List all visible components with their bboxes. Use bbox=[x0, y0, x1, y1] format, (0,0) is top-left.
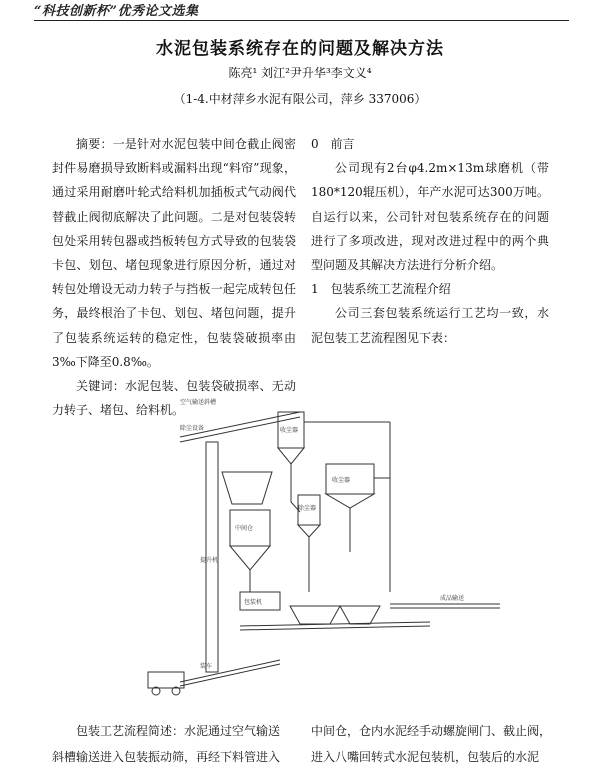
label-collector-1: 收尘器 bbox=[280, 427, 299, 434]
label-loading: 装车 bbox=[200, 663, 213, 670]
conveyor-1 bbox=[240, 622, 430, 626]
paper-title: 水泥包装系统存在的问题及解决方法 bbox=[156, 39, 444, 59]
abstract-text: 一是针对水泥包装中间仓截止阀密封件易磨损导致断料或漏料出现“料帘”现象，通过采用耐磨叶轮式给料机加插板式气动阀代替截止阀彻底解决了此问题。二是对包装袋转包处采用转包器或挡板转包方式导致的包装袋卡包、划包、堵包现象进行原因分析，通过对转包处增设无动力转子与挡板一起完成转包任务，最终根治了卡包、划包、堵包问题，提升了包装系统运转的稳定性，包装袋破损率由3‰下降至0.8‰。 bbox=[52, 137, 296, 369]
abstract bbox=[52, 132, 296, 374]
loading-conveyor bbox=[180, 660, 280, 682]
journal-name: “科技创新杯”优秀论文选集 bbox=[34, 4, 199, 19]
label-product-conveyor: 成品输送 bbox=[440, 595, 465, 602]
paper-authors: 陈亮¹ 刘江²尹升华³李文义⁴ bbox=[228, 66, 372, 80]
truck bbox=[148, 672, 184, 688]
section1-heading: 1 包装系统工艺流程介绍 bbox=[311, 282, 451, 297]
bottom-left-text bbox=[52, 718, 296, 770]
left-column bbox=[52, 132, 296, 422]
abstract-lead: 摘要： bbox=[76, 137, 113, 151]
bottom-left-line-1: 包装工艺流程简述：水泥通过空气输送 bbox=[76, 724, 281, 738]
intro-text: 公司现有2台φ4.2m×13m球磨机（带180*120辊压机），年产水泥可达300万吨。自运行以来，公司针对包装系统存在的问题进行了多项改进，现对改进过程中的两个典型问题及其解决方法进行分析介绍。 bbox=[311, 161, 549, 273]
bottom-right-line-1: 中间仓，仓内水泥经手动螺旋闸门、截止阀， bbox=[311, 724, 552, 738]
right-column bbox=[311, 132, 549, 350]
label-intermediate-bin: 中间仓 bbox=[235, 525, 254, 532]
bottom-right-text bbox=[311, 718, 552, 770]
bottom-left-line-2: 斜槽输送进入包装振动筛，再经下料管进入 bbox=[52, 750, 281, 764]
section1-text: 公司三套包装系统运行工艺均一致，水泥包装工艺流程图见下表： bbox=[311, 306, 549, 345]
paper-affiliation: （1-4.中材萍乡水泥有限公司，萍乡 337006） bbox=[173, 92, 427, 106]
vibrating-screen bbox=[222, 472, 272, 504]
keywords-lead: 关键词： bbox=[76, 379, 125, 394]
label-dust-remover: 除尘器 bbox=[298, 505, 317, 512]
keywords-text: 水泥包装、包装袋破损率、无动力转子、堵包、给料机。 bbox=[52, 379, 296, 418]
label-collector-2: 收尘器 bbox=[332, 477, 351, 484]
label-dust-equipment: 除尘设备 bbox=[180, 425, 205, 432]
process-flow-diagram bbox=[140, 392, 540, 702]
label-elevator: 提升机 bbox=[200, 557, 219, 564]
label-air-slide: 空气输送斜槽 bbox=[180, 399, 217, 406]
bottom-right-line-2: 进入八嘴回转式水泥包装机，包装后的水泥 bbox=[311, 750, 540, 764]
intro-heading: 0 前言 bbox=[311, 137, 355, 151]
process-flow-figure bbox=[140, 392, 540, 702]
label-packer: 包装机 bbox=[244, 599, 263, 606]
journal-header bbox=[34, 0, 569, 21]
